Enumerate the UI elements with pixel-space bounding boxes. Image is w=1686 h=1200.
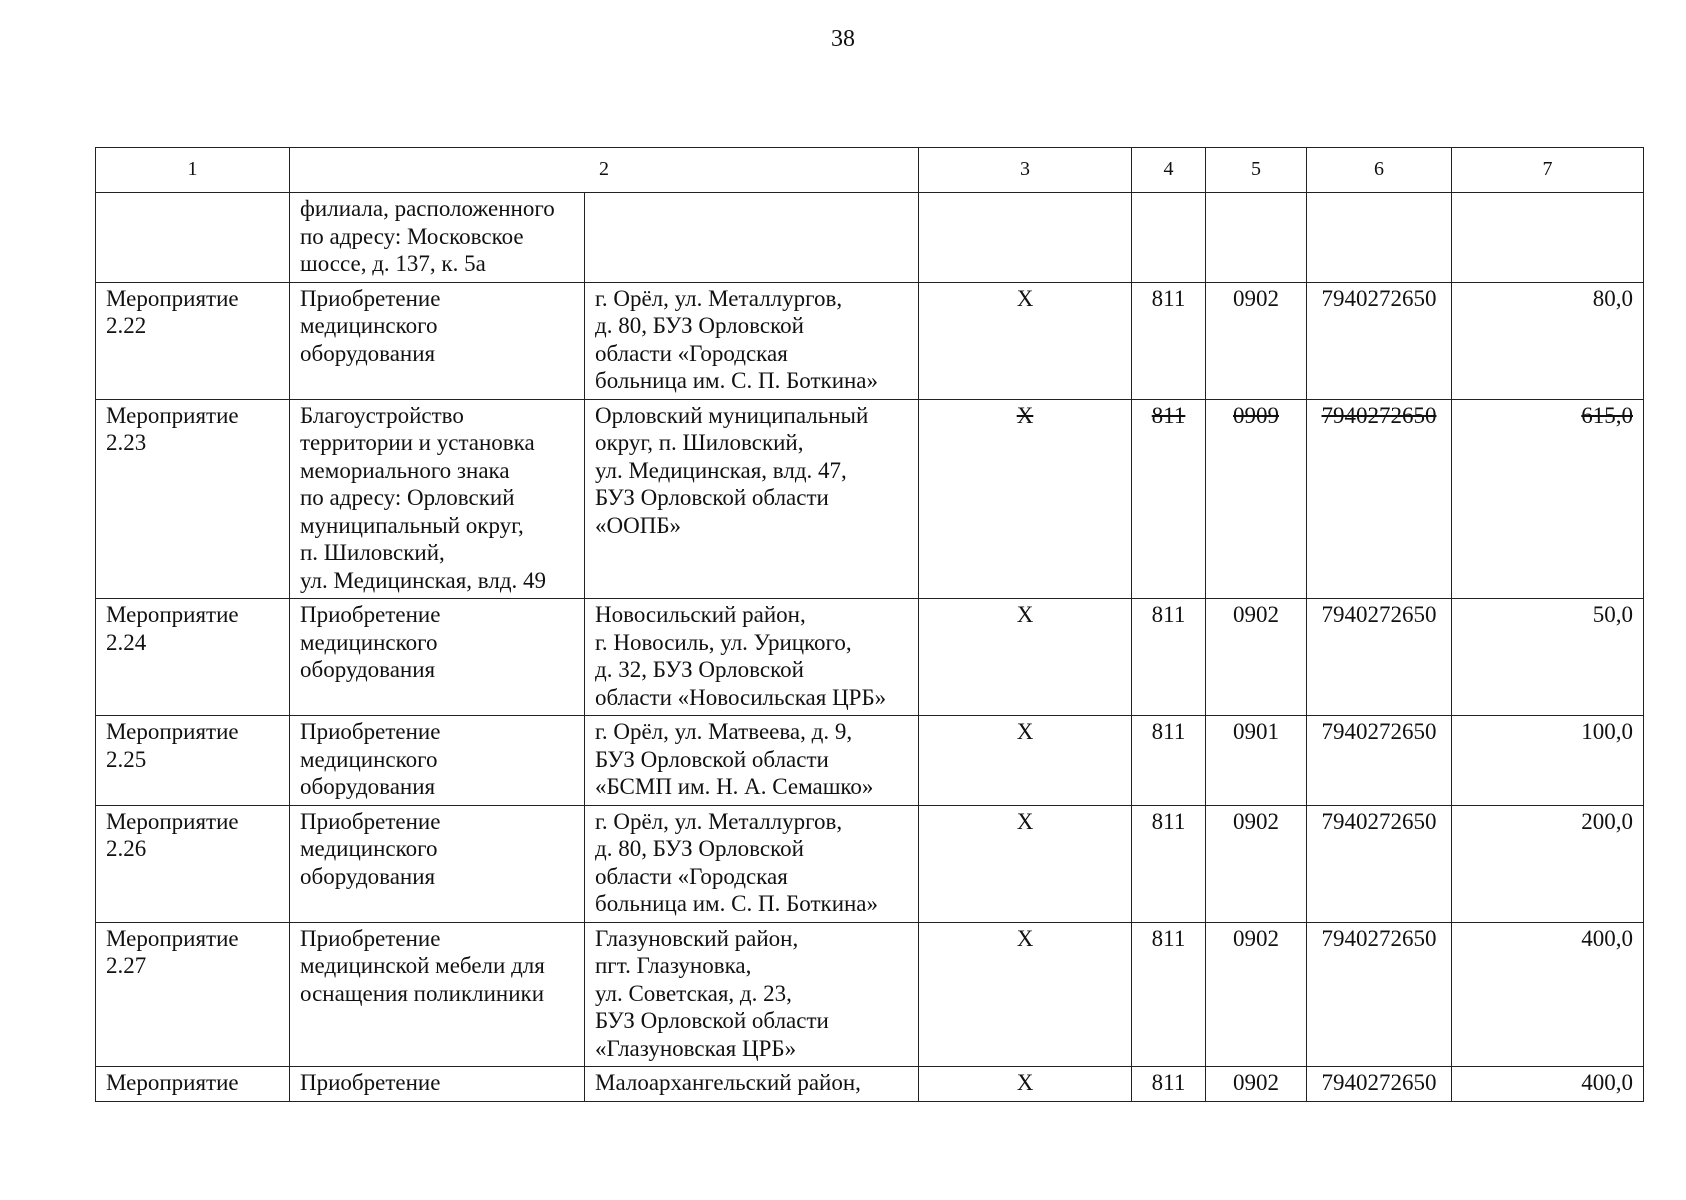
event-cell: Мероприятие 2.26 (96, 805, 290, 922)
location-cell: Новосильский район, г. Новосиль, ул. Урицкого, д. 32, БУЗ Орловской области «Новосильская ЦРБ» (585, 599, 919, 716)
col7-cell: 50,0 (1452, 599, 1644, 716)
col3-cell: X (919, 1067, 1132, 1102)
col5-cell: 0909 (1206, 399, 1307, 599)
col6-cell (1307, 193, 1452, 283)
location-cell: Глазуновский район, пгт. Глазуновка, ул. Советская, д. 23, БУЗ Орловской области «Глазуновская ЦРБ» (585, 922, 919, 1067)
location-cell: г. Орёл, ул. Металлургов, д. 80, БУЗ Орловской области «Городская больница им. С. П. Боткина» (585, 282, 919, 399)
header-cell-6: 6 (1307, 148, 1452, 193)
col7-cell: 400,0 (1452, 922, 1644, 1067)
description-cell: Благоустройство территории и установка мемориального знака по адресу: Орловский муниципальный округ, п. Шиловский, ул. Медицинская, влд. 49 (290, 399, 585, 599)
header-cell-2: 2 (290, 148, 919, 193)
location-cell: Орловский муниципальный округ, п. Шиловский, ул. Медицинская, влд. 47, БУЗ Орловской области «ООПБ» (585, 399, 919, 599)
col6-cell: 7940272650 (1307, 922, 1452, 1067)
col3-cell: X (919, 399, 1132, 599)
description-cell: Приобретение медицинского оборудования (290, 716, 585, 806)
header-cell-4: 4 (1132, 148, 1206, 193)
col3-cell: X (919, 922, 1132, 1067)
col7-value: 615,0 (1581, 402, 1633, 428)
description-cell: филиала, расположенного по адресу: Московское шоссе, д. 137, к. 5а (290, 193, 585, 283)
col6-cell: 7940272650 (1307, 599, 1452, 716)
location-cell: г. Орёл, ул. Металлургов, д. 80, БУЗ Орловской области «Городская больница им. С. П. Боткина» (585, 805, 919, 922)
description-cell: Приобретение медицинского оборудования (290, 599, 585, 716)
table-row (96, 716, 1644, 806)
location-cell: Малоархангельский район, (585, 1067, 919, 1102)
table-row (96, 399, 1644, 599)
header-cell-3: 3 (919, 148, 1132, 193)
event-cell: Мероприятие 2.22 (96, 282, 290, 399)
col4-cell (1132, 193, 1206, 283)
col4-cell: 811 (1132, 399, 1206, 599)
col4-cell: 811 (1132, 922, 1206, 1067)
event-cell: Мероприятие 2.24 (96, 599, 290, 716)
col6-cell: 7940272650 (1307, 399, 1452, 599)
col7-cell: 200,0 (1452, 805, 1644, 922)
col4-cell: 811 (1132, 1067, 1206, 1102)
event-cell (96, 193, 290, 283)
col5-cell: 0902 (1206, 599, 1307, 716)
location-cell (585, 193, 919, 283)
col3-cell: X (919, 716, 1132, 806)
description-cell: Приобретение медицинской мебели для оснащения поликлиники (290, 922, 585, 1067)
col4-cell: 811 (1132, 282, 1206, 399)
col6-cell: 7940272650 (1307, 716, 1452, 806)
col7-cell: 80,0 (1452, 282, 1644, 399)
col3-cell (919, 193, 1132, 283)
col5-cell: 0902 (1206, 282, 1307, 399)
page-number: 38 (831, 26, 855, 52)
col6-cell: 7940272650 (1307, 1067, 1452, 1102)
col7-cell: 400,0 (1452, 1067, 1644, 1102)
table-row (96, 1067, 1644, 1102)
location-cell: г. Орёл, ул. Матвеева, д. 9, БУЗ Орловской области «БСМП им. Н. А. Семашко» (585, 716, 919, 806)
event-cell: Мероприятие 2.23 (96, 399, 290, 599)
col4-cell: 811 (1132, 716, 1206, 806)
table-row (96, 282, 1644, 399)
col3-cell: X (919, 599, 1132, 716)
description-cell: Приобретение (290, 1067, 585, 1102)
col4-cell: 811 (1132, 599, 1206, 716)
table-header-row (96, 148, 1644, 193)
event-cell: Мероприятие (96, 1067, 290, 1102)
col6-cell: 7940272650 (1307, 282, 1452, 399)
table-row (96, 599, 1644, 716)
col4-cell: 811 (1132, 805, 1206, 922)
budget-table (95, 147, 1644, 1102)
header-cell-1: 1 (96, 148, 290, 193)
col7-cell: 100,0 (1452, 716, 1644, 806)
header-cell-5: 5 (1206, 148, 1307, 193)
col7-cell (1452, 193, 1644, 283)
event-cell: Мероприятие 2.25 (96, 716, 290, 806)
description-cell: Приобретение медицинского оборудования (290, 805, 585, 922)
col5-cell: 0902 (1206, 922, 1307, 1067)
event-cell: Мероприятие 2.27 (96, 922, 290, 1067)
col5-cell (1206, 193, 1307, 283)
continuation-row (96, 193, 1644, 283)
col5-cell: 0902 (1206, 805, 1307, 922)
header-cell-7: 7 (1452, 148, 1644, 193)
table-row (96, 805, 1644, 922)
col7-cell (1452, 399, 1644, 599)
col3-cell: X (919, 282, 1132, 399)
table-row (96, 922, 1644, 1067)
col3-cell: X (919, 805, 1132, 922)
col5-cell: 0901 (1206, 716, 1307, 806)
col5-cell: 0902 (1206, 1067, 1307, 1102)
col6-cell: 7940272650 (1307, 805, 1452, 922)
description-cell: Приобретение медицинского оборудования (290, 282, 585, 399)
